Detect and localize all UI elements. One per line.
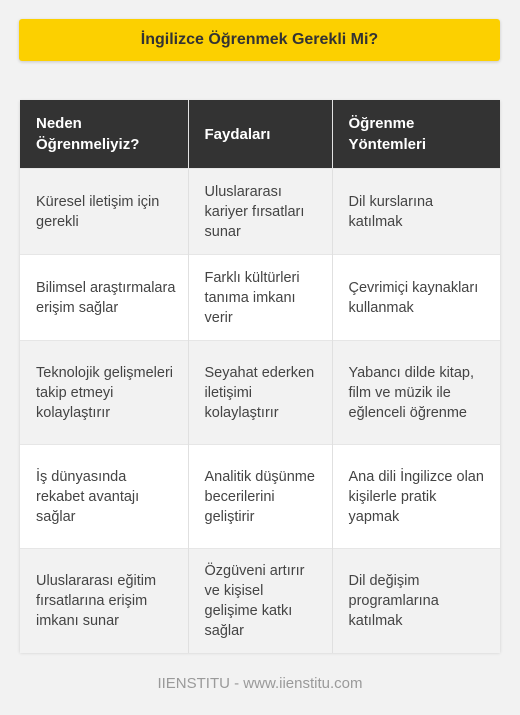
column-header-methods: Öğrenme Yöntemleri	[332, 100, 500, 169]
table-cell: Teknolojik gelişmeleri takip etmeyi kolaylaştırır	[20, 341, 188, 445]
page-title: İngilizce Öğrenmek Gerekli Mi?	[140, 31, 379, 48]
title-banner	[19, 19, 500, 61]
table-cell: Dil değişim programlarına katılmak	[332, 549, 500, 653]
table-cell: Uluslararası eğitim fırsatlarına erişim imkanı sunar	[20, 549, 188, 653]
table-cell: Uluslararası kariyer fırsatları sunar	[188, 169, 332, 255]
table-row	[20, 255, 500, 341]
column-header-benefits: Faydaları	[188, 100, 332, 169]
table-row	[20, 341, 500, 445]
table-cell: Bilimsel araştırmalara erişim sağlar	[20, 255, 188, 341]
table-row	[20, 549, 500, 653]
table-row	[20, 169, 500, 255]
table-row	[20, 445, 500, 549]
table-cell: Analitik düşünme becerilerini geliştirir	[188, 445, 332, 549]
table-cell: Dil kurslarına katılmak	[332, 169, 500, 255]
comparison-table	[20, 100, 500, 653]
table-cell: Yabancı dilde kitap, film ve müzik ile eğlenceli öğrenme	[332, 341, 500, 445]
table-cell: Seyahat ederken iletişimi kolaylaştırır	[188, 341, 332, 445]
footer-credit: IIENSTITU - www.iienstitu.com	[157, 675, 363, 692]
comparison-table-container	[20, 100, 500, 652]
table-cell: Özgüveni artırır ve kişisel gelişime katkı sağlar	[188, 549, 332, 653]
column-header-why: Neden Öğrenmeliyiz?	[20, 100, 188, 169]
table-cell: İş dünyasında rekabet avantajı sağlar	[20, 445, 188, 549]
table-cell: Çevrimiçi kaynakları kullanmak	[332, 255, 500, 341]
table-cell: Ana dili İngilizce olan kişilerle pratik yapmak	[332, 445, 500, 549]
table-header-row	[20, 100, 500, 169]
table-cell: Küresel iletişim için gerekli	[20, 169, 188, 255]
table-cell: Farklı kültürleri tanıma imkanı verir	[188, 255, 332, 341]
